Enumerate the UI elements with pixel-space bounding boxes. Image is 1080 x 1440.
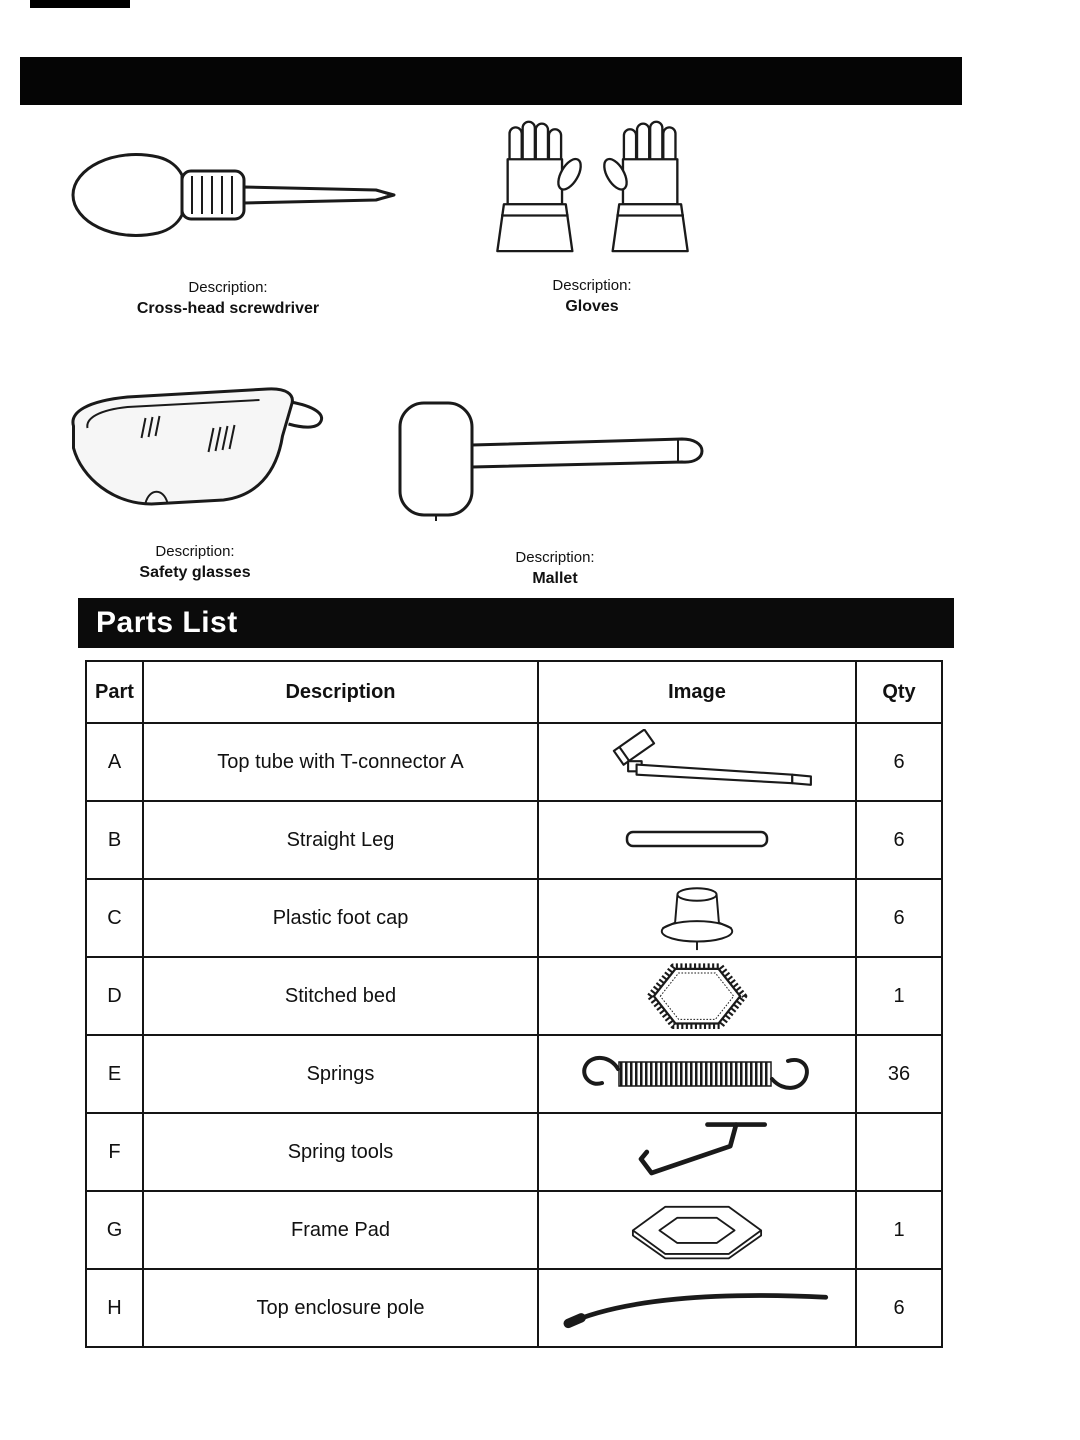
part-image-cell [538,879,856,957]
gloves-illustration [480,118,705,268]
part-description: Frame Pad [143,1191,538,1269]
tool-mallet [385,378,725,590]
top-tube-with-t-connector-icon [560,729,835,795]
part-description: Plastic foot cap [143,879,538,957]
tool-name: Safety glasses [139,564,251,582]
part-description: Top enclosure pole [143,1269,538,1347]
part-qty: 6 [856,879,942,957]
spring-icon [572,1047,822,1101]
tool-name: Cross-head screwdriver [136,300,320,318]
plastic-foot-cap-icon [641,882,753,954]
part-image-cell [538,723,856,801]
part-letter: H [86,1269,143,1347]
table-row [86,1191,942,1269]
scan-mark [30,0,130,8]
top-enclosure-pole-icon [557,1282,837,1334]
mallet-illustration [390,378,720,540]
part-qty [856,1113,942,1191]
tool-screwdriver [48,120,408,320]
part-letter: E [86,1035,143,1113]
part-description: Springs [143,1035,538,1113]
tool-description-label: Description: [155,543,235,560]
tool-safety-glasses [40,372,350,584]
part-image-cell [538,1191,856,1269]
part-image-cell [538,1035,856,1113]
tool-name: Mallet [532,570,578,588]
part-letter: A [86,723,143,801]
part-image-cell [538,957,856,1035]
table-row [86,1035,942,1113]
gloves-icon [480,118,705,268]
table-row [86,879,942,957]
part-qty: 1 [856,957,942,1035]
part-qty: 1 [856,1191,942,1269]
col-header-description: Description [143,661,538,723]
col-header-image: Image [538,661,856,723]
col-header-qty: Qty [856,661,942,723]
col-header-part: Part [86,661,143,723]
tool-gloves [462,118,722,318]
table-row [86,801,942,879]
part-qty: 6 [856,1269,942,1347]
part-letter: G [86,1191,143,1269]
part-letter: D [86,957,143,1035]
screwdriver-icon [58,135,398,255]
part-description: Stitched bed [143,957,538,1035]
safety-glasses-illustration [53,372,338,534]
part-image-cell [538,801,856,879]
screwdriver-illustration [58,120,398,270]
tool-name: Gloves [565,298,619,316]
part-letter: B [86,801,143,879]
part-qty: 6 [856,723,942,801]
part-qty: 6 [856,801,942,879]
tools-section-header-bar [20,57,962,105]
table-row [86,1269,942,1347]
table-header-row [86,661,942,723]
tool-description-label: Description: [552,277,632,294]
table-row [86,957,942,1035]
safety-glasses-icon [53,376,338,531]
mallet-icon [390,397,720,522]
part-letter: F [86,1113,143,1191]
table-row [86,1113,942,1191]
part-description: Straight Leg [143,801,538,879]
tool-description-label: Description: [515,549,595,566]
part-description: Top tube with T-connector A [143,723,538,801]
part-image-cell [538,1113,856,1191]
part-qty: 36 [856,1035,942,1113]
parts-list-title [78,598,954,648]
straight-leg-icon [622,827,772,853]
tool-description-label: Description: [188,279,268,296]
part-image-cell [538,1269,856,1347]
parts-table [85,660,943,1348]
stitched-bed-icon [645,960,749,1033]
part-letter: C [86,879,143,957]
spring-tool-icon [582,1117,812,1187]
parts-list-title-text: Parts List [96,606,238,639]
table-row [86,723,942,801]
part-description: Spring tools [143,1113,538,1191]
frame-pad-icon [603,1195,791,1265]
